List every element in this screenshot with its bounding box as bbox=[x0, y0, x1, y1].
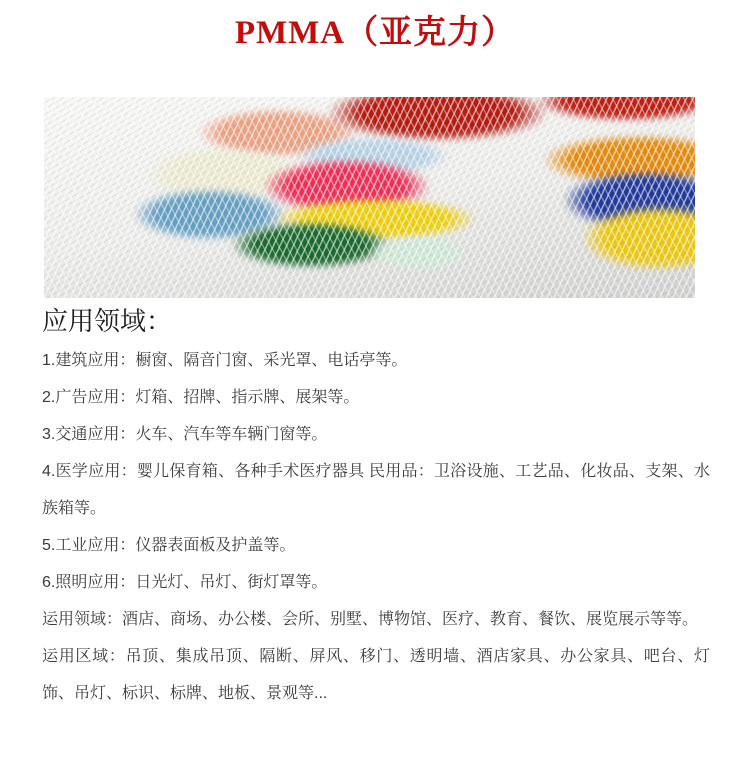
hero-image bbox=[44, 97, 695, 298]
application-list bbox=[42, 342, 710, 712]
list-item-industrial: 5.工业应用：仪器表面板及护盖等。 bbox=[42, 537, 296, 554]
usage-areas-line: 运用区域：吊顶、集成吊顶、隔断、屏风、移门、透明墙、酒店家具、办公家具、吧台、灯饰、吊灯、标识、标牌、地板、景观等... bbox=[42, 648, 710, 702]
list-item-advertising: 2.广告应用：灯箱、招牌、指示牌、展架等。 bbox=[42, 389, 360, 406]
list-item-lighting: 6.照明应用：日光灯、吊灯、街灯罩等。 bbox=[42, 574, 328, 591]
list-item-medical: 4.医学应用：婴儿保育箱、各种手术医疗器具 民用品：卫浴设施、工艺品、化妆品、支架、水族箱等。 bbox=[42, 463, 710, 517]
page-title: PMMA（亚克力） bbox=[234, 15, 516, 51]
usage-fields-line: 运用领域：酒店、商场、办公楼、会所、别墅、博物馆、医疗、教育、餐饮、展览展示等等。 bbox=[42, 611, 699, 628]
content-section bbox=[42, 304, 710, 712]
pellet-texture-overlay bbox=[44, 97, 695, 298]
page bbox=[0, 13, 750, 763]
content-heading: 应用领域： bbox=[42, 306, 173, 336]
list-item-building: 1.建筑应用：橱窗、隔音门窗、采光罩、电话亭等。 bbox=[42, 352, 408, 369]
list-item-transport: 3.交通应用：火车、汽车等车辆门窗等。 bbox=[42, 426, 328, 443]
